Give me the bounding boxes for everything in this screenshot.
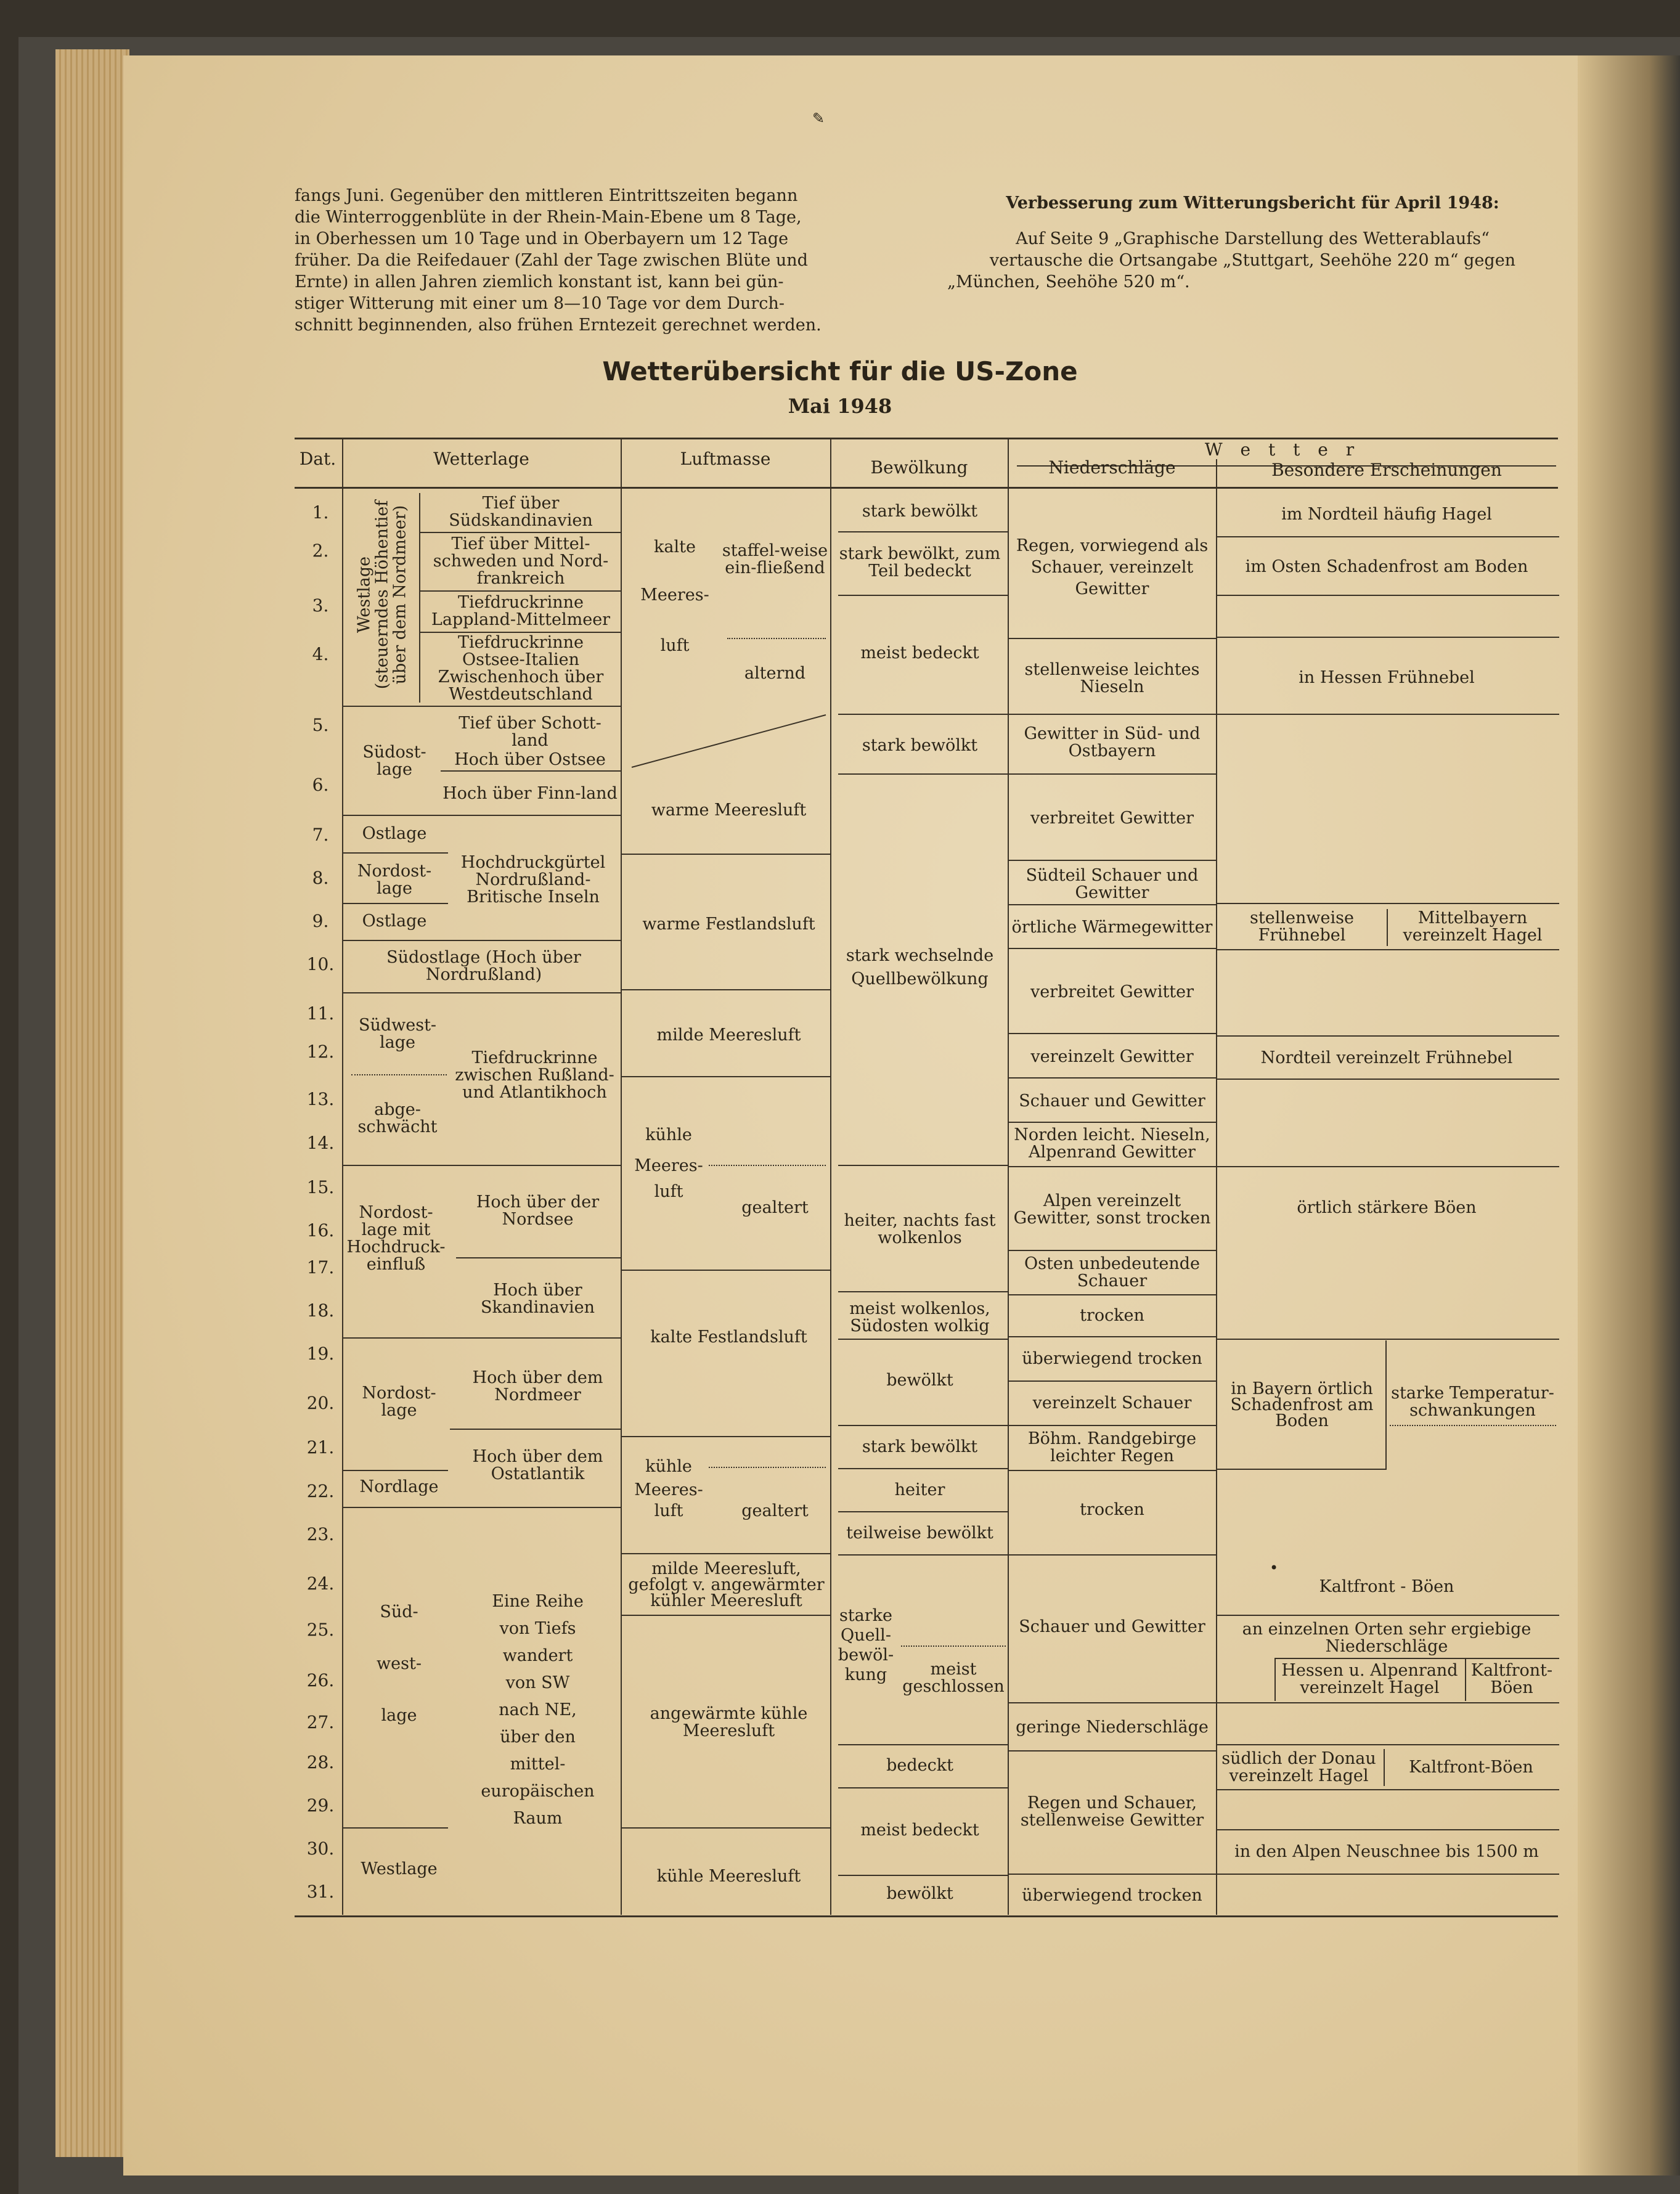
niederschlag-day20: vereinzelt Schauer	[1032, 1393, 1192, 1413]
correction-heading: Verbesserung zum Witterungsbericht für April 1948:	[1006, 194, 1499, 213]
row-rule	[1009, 1750, 1216, 1752]
header-wetter: W e t t e r	[1204, 439, 1361, 460]
wetterlage-nordostlage-hochdruck: Nordost-lage mit Hochdruck-einfluß	[346, 1203, 446, 1274]
row-rule	[1009, 904, 1216, 905]
dotted-rule	[901, 1646, 1006, 1647]
day-number: 4.	[312, 644, 329, 664]
luftmasse-milde-gefolgt: milde Meeresluft, gefolgt v. angewärmter kühler Meeresluft	[628, 1559, 825, 1610]
row-rule	[1009, 1077, 1216, 1079]
day-number: 8.	[312, 868, 329, 888]
row-rule	[343, 1827, 448, 1829]
row-rule	[838, 1875, 1008, 1876]
header-luftmasse: Luftmasse	[680, 449, 771, 469]
bewoelkung-day31: bewölkt	[886, 1883, 953, 1903]
row-rule	[838, 595, 1008, 596]
reihe-line: über den	[500, 1727, 576, 1747]
row-rule	[622, 854, 830, 855]
day-number: 5.	[312, 715, 329, 735]
bewoelkung-day4: meist bedeckt	[860, 643, 979, 663]
besondere-day26a: Hessen u. Alpenrand vereinzelt Hagel	[1281, 1661, 1458, 1697]
row-rule	[1217, 595, 1559, 596]
day-number: 6.	[312, 775, 329, 795]
reihe-line: von SW	[505, 1673, 570, 1692]
wetterlage-day20: Hoch über dem Nordmeer	[472, 1368, 603, 1405]
header-niederschlaege: Niederschläge	[1048, 457, 1176, 478]
wetterlage-day5: Tief über Schott-land	[459, 713, 601, 750]
row-rule	[1217, 949, 1559, 950]
day-number: 2.	[312, 540, 329, 561]
luftmasse-alternd: alternd	[744, 663, 806, 683]
niederschlag-day23: trocken	[1080, 1500, 1144, 1519]
dotted-rule	[351, 1074, 447, 1075]
reihe-line: Eine Reihe	[492, 1592, 584, 1611]
bewoelkung-day28: bedeckt	[886, 1756, 953, 1775]
intro-line: stiger Witterung mit einer um 8—10 Tage vor dem Durch-	[295, 294, 785, 313]
page-title: Wetterübersicht für die US-Zone	[602, 356, 1078, 386]
row-rule	[1009, 1425, 1216, 1426]
wetterlage-day2: Tief über Mittel-schweden und Nord-frankreich	[433, 534, 609, 588]
besondere-day2: im Osten Schadenfrost am Boden	[1245, 557, 1528, 576]
wetterlage-suedwestlage-lower	[348, 1602, 450, 1726]
luftmasse-meeres2: Meeres-	[634, 1156, 703, 1175]
day-number: 26.	[306, 1670, 335, 1690]
intro-line: in Oberhessen um 10 Tage und in Oberbayern um 12 Tage	[295, 229, 789, 248]
niederschlag-day8: Südteil Schauer und Gewitter	[1026, 866, 1199, 902]
bewoelkung-day29: meist bedeckt	[860, 1821, 979, 1840]
suedwest-line: west-	[377, 1654, 422, 1673]
day-number: 31.	[306, 1882, 335, 1902]
wetterlage-nordlage: Nordlage	[359, 1477, 439, 1496]
row-rule	[1009, 1294, 1216, 1295]
luftmasse-kuehle: kühle	[645, 1125, 692, 1144]
besondere-day30: in den Alpen Neuschnee bis 1500 m	[1234, 1842, 1539, 1861]
col-divider	[830, 439, 831, 1915]
row-rule	[1009, 1250, 1216, 1251]
wetterlage-suedostlage: Südost-lage	[362, 743, 426, 779]
row-rule	[1217, 1035, 1559, 1037]
row-rule	[441, 770, 621, 772]
day-number: 15.	[306, 1177, 335, 1197]
row-rule	[1009, 1033, 1216, 1034]
day-number: 21.	[306, 1437, 335, 1458]
row-rule	[1217, 1829, 1559, 1830]
besondere-day28b: Kaltfront-Böen	[1409, 1758, 1533, 1777]
row-rule	[622, 1076, 830, 1077]
day-number: 7.	[312, 825, 329, 845]
niederschlag-day11: verbreitet Gewitter	[1030, 982, 1194, 1001]
westlage-rotated-label	[345, 493, 419, 696]
luftmasse-luft2: luft	[654, 1182, 683, 1201]
westlage-line: Westlage	[354, 556, 374, 634]
row-rule	[1217, 1469, 1387, 1470]
bewoelkung-day22: heiter	[894, 1480, 945, 1499]
besondere-day16: örtlich stärkere Böen	[1297, 1198, 1477, 1217]
reihe-line: europäischen	[481, 1782, 595, 1801]
wetterlage-reihe-von-tiefs	[456, 1587, 619, 1833]
row-rule	[343, 1470, 448, 1471]
bewoelkung-starke-quell: starke Quell-bewöl-kung	[838, 1606, 894, 1684]
niederschlag-day17: Osten unbedeutende Schauer	[1024, 1254, 1200, 1291]
row-rule	[1217, 1874, 1559, 1875]
day-number: 28.	[306, 1752, 335, 1772]
row-rule	[838, 714, 1008, 715]
row-rule	[1009, 1470, 1216, 1471]
wetterlage-day12: Tiefdruckrinne zwischen Rußland- und Atlantikhoch	[455, 1048, 614, 1102]
besondere-day1: im Nordteil häufig Hagel	[1281, 505, 1492, 524]
wetterlage-day17: Hoch über Skandinavien	[480, 1280, 595, 1317]
day-number: 19.	[306, 1344, 335, 1364]
niederschlag-day31: überwiegend trocken	[1022, 1886, 1202, 1905]
luftmasse-warme-meeresluft: warme Meeresluft	[651, 801, 807, 820]
luftmasse-meeres: Meeres-	[640, 585, 709, 605]
niederschlag-day7: verbreitet Gewitter	[1030, 809, 1194, 828]
sub-divider	[1385, 1340, 1387, 1470]
luftmasse-kuehle3: kühle	[645, 1457, 692, 1476]
row-rule	[343, 992, 621, 993]
row-rule	[343, 903, 448, 904]
dotted-rule	[709, 1165, 826, 1166]
dotted-rule	[727, 638, 826, 639]
row-rule	[838, 1425, 1008, 1426]
day-number: 11.	[306, 1003, 335, 1024]
row-rule	[1217, 903, 1559, 904]
row-rule	[622, 989, 830, 990]
header-wetterlage: Wetterlage	[433, 449, 529, 469]
luftmasse-kalte-festlandsluft: kalte Festlandsluft	[650, 1327, 807, 1347]
row-rule	[1217, 536, 1559, 537]
wetterlage-day21: Hoch über dem Ostatlantik	[472, 1446, 603, 1483]
table-header-rule	[295, 487, 1558, 489]
bewoelkung-day21: stark bewölkt	[862, 1437, 978, 1456]
day-number: 22.	[306, 1481, 335, 1501]
row-rule	[343, 1507, 621, 1508]
reihe-line: Raum	[513, 1809, 563, 1828]
day-number: 10.	[306, 954, 335, 974]
row-rule	[838, 531, 1008, 532]
bewoelkung-meist-geschlossen: meist geschlossen	[902, 1659, 1005, 1696]
day-number: 23.	[306, 1524, 335, 1544]
row-rule	[838, 1511, 1008, 1512]
header-dat: Dat.	[299, 449, 336, 469]
luftmasse-meeres3: Meeres-	[634, 1480, 703, 1499]
row-rule	[343, 1337, 621, 1339]
bewoelkung-day2: stark bewölkt, zum Teil bedeckt	[839, 544, 1001, 581]
intro-line: fangs Juni. Gegenüber den mittleren Eintrittszeiten begann	[295, 186, 798, 205]
day-number: 12.	[306, 1042, 335, 1062]
besondere-day4: in Hessen Frühnebel	[1299, 668, 1475, 687]
intro-line: die Winterroggenblüte in der Rhein-Main-Ebene um 8 Tage,	[295, 208, 802, 227]
bewoelkung-day20: bewölkt	[886, 1371, 953, 1390]
row-rule	[622, 1615, 830, 1616]
wetterlage-day1: Tief über Südskandinavien	[449, 494, 593, 530]
header-besondere: Besondere Erscheinungen	[1271, 460, 1502, 480]
dotted-rule	[709, 1467, 826, 1468]
row-rule	[1217, 1166, 1559, 1167]
row-rule	[622, 1270, 830, 1271]
row-rule	[838, 1744, 1008, 1745]
page-subtitle: Mai 1948	[788, 394, 892, 418]
row-rule	[1217, 1789, 1559, 1790]
wetterlage-day5b: Hoch über Ostsee	[454, 750, 606, 769]
row-rule	[1009, 1380, 1216, 1382]
row-rule	[343, 852, 448, 854]
row-rule	[838, 1468, 1008, 1469]
row-rule	[1217, 1339, 1559, 1340]
bewoelkung-day1: stark bewölkt	[862, 502, 978, 521]
niederschlag-day12: vereinzelt Gewitter	[1030, 1047, 1194, 1066]
row-rule	[456, 1257, 621, 1258]
correction-line: vertausche die Ortsangabe „Stuttgart, Seehöhe 220 m“ gegen	[989, 251, 1516, 270]
row-rule	[838, 773, 1008, 775]
row-rule	[1009, 860, 1216, 861]
row-rule	[838, 1339, 1008, 1340]
day-number: 3.	[312, 595, 329, 616]
correction-line: Auf Seite 9 „Graphische Darstellung des Wetterablaufs“	[1016, 229, 1490, 248]
niederschlag-day1: Regen, vorwiegend als Schauer, vereinzelt Gewitter	[1016, 536, 1209, 598]
row-rule	[1009, 1874, 1216, 1875]
reihe-line: mittel-	[510, 1755, 566, 1774]
row-rule	[343, 1165, 621, 1166]
row-rule	[1009, 1702, 1216, 1703]
row-rule	[420, 590, 621, 592]
besondere-day9b: Mittelbayern vereinzelt Hagel	[1403, 908, 1543, 945]
luftmasse-luft: luft	[660, 635, 690, 655]
niederschlag-day19: überwiegend trocken	[1022, 1348, 1202, 1368]
niederschlag-day13: Schauer und Gewitter	[1019, 1091, 1205, 1111]
sub-divider	[419, 493, 420, 703]
besondere-day25: an einzelnen Orten sehr ergiebige Niederschläge	[1242, 1620, 1531, 1656]
row-rule	[1009, 773, 1216, 775]
dotted-rule	[1390, 1425, 1556, 1426]
row-rule	[1009, 714, 1216, 715]
row-rule	[1217, 1079, 1559, 1080]
westlage-line: (steuerndes Höhentief	[372, 500, 392, 690]
luftmasse-staffelweise: staffel-weise ein-fließend	[722, 540, 828, 577]
bewoelkung-day23: teilweise bewölkt	[846, 1523, 993, 1543]
luftmasse-milde-meeresluft: milde Meeresluft	[656, 1026, 801, 1045]
correction-body	[946, 228, 1559, 293]
besondere-day28a: südlich der Donau vereinzelt Hagel	[1221, 1749, 1376, 1785]
reihe-line: wandert	[502, 1646, 573, 1665]
bewoelkung-wechselnde: stark wechselnde Quellbewölkung	[846, 946, 994, 989]
row-rule	[622, 1436, 830, 1437]
intro-paragraph	[295, 185, 908, 336]
row-rule	[1217, 1615, 1559, 1616]
row-rule	[343, 815, 621, 816]
row-rule	[343, 940, 621, 941]
niederschlag-day21: Böhm. Randgebirge leichter Regen	[1027, 1429, 1197, 1466]
day-number: 29.	[306, 1795, 335, 1816]
day-number: 27.	[306, 1712, 335, 1732]
day-number: 30.	[306, 1838, 335, 1859]
bewoelkung-day5: stark bewölkt	[862, 736, 978, 755]
bewoelkung-day18: meist wolkenlos, Südosten wolkig	[849, 1299, 990, 1336]
row-rule	[1217, 714, 1559, 715]
niederschlag-day16: Alpen vereinzelt Gewitter, sonst trocken	[1013, 1191, 1211, 1228]
wetterlage-day10: Südostlage (Hoch über Nordrußland)	[386, 947, 581, 984]
wetterlage-abgeschwaecht: abge-schwächt	[357, 1100, 438, 1136]
besondere-day26b: Kaltfront-Böen	[1470, 1661, 1553, 1697]
niederschlag-day9: örtliche Wärmegewitter	[1011, 918, 1213, 937]
reihe-line: nach NE,	[499, 1700, 577, 1719]
luftmasse-kuehle-meeresluft: kühle Meeresluft	[656, 1867, 801, 1886]
wetterlage-day3: Tiefdruckrinne Lappland-Mittelmeer	[431, 593, 611, 629]
row-rule	[343, 706, 621, 707]
luftmasse-gealtert3: gealtert	[741, 1501, 809, 1520]
row-rule	[838, 1165, 1008, 1166]
luftmasse-kalte: kalte	[654, 537, 696, 557]
niederschlag-day29: Regen und Schauer, stellenweise Gewitter	[1020, 1793, 1204, 1830]
niederschlag-day4: stellenweise leichtes Nieseln	[1024, 659, 1200, 696]
day-number: 17.	[306, 1257, 335, 1278]
row-rule	[450, 1429, 621, 1430]
row-rule	[1009, 1336, 1216, 1337]
row-rule	[1009, 1166, 1216, 1167]
niederschlag-day27: geringe Niederschläge	[1016, 1718, 1209, 1737]
suedwest-line: Süd-	[380, 1602, 418, 1621]
wetterlage-westlage31: Westlage	[361, 1859, 438, 1878]
bewoelkung-heiter: heiter, nachts fast wolkenlos	[844, 1211, 996, 1247]
besondere-day20b: starke Temperatur-schwankungen	[1391, 1384, 1554, 1420]
niederschlag-day18: trocken	[1080, 1306, 1144, 1325]
row-rule	[1217, 1702, 1559, 1703]
header-bewoelkung: Bewölkung	[870, 457, 968, 478]
besondere-day12: Nordteil vereinzelt Frühnebel	[1260, 1048, 1513, 1067]
day-number: 13.	[306, 1089, 335, 1109]
luftmasse-luft3: luft	[654, 1501, 683, 1520]
wetterlage-day16: Hoch über der Nordsee	[476, 1193, 600, 1229]
diagonal-divider	[629, 712, 829, 770]
suedwest-line: lage	[381, 1706, 417, 1725]
wetterlage-day8: Hochdruckgürtel Nordrußland-Britische Inseln	[460, 852, 606, 907]
row-rule	[1009, 1122, 1216, 1123]
wetterlage-suedwestlage: Südwest-lage	[358, 1015, 437, 1052]
day-number: 16.	[306, 1220, 335, 1241]
row-rule	[1009, 638, 1216, 639]
intro-line: schnitt beginnenden, also frühen Erntezeit gerechnet werden.	[295, 316, 822, 335]
row-rule	[1009, 948, 1216, 949]
day-number: 25.	[306, 1620, 335, 1640]
wetterlage-day6: Hoch über Finn-land	[442, 783, 618, 803]
intro-line: früher. Da die Reifedauer (Zahl der Tage zwischen Blüte und	[295, 251, 808, 270]
row-rule	[838, 1554, 1008, 1556]
niederschlag-day5: Gewitter in Süd- und Ostbayern	[1024, 724, 1201, 761]
col-divider	[342, 439, 343, 1915]
row-rule	[622, 1827, 830, 1829]
col-divider	[621, 439, 622, 1915]
day-number: 1.	[312, 502, 329, 523]
niederschlag-day14: Norden leicht. Nieseln, Alpenrand Gewitter	[1014, 1125, 1210, 1162]
besondere-day24: Kaltfront - Böen	[1319, 1577, 1454, 1596]
correction-line: „München, Seehöhe 520 m“.	[947, 272, 1190, 292]
luftmasse-gealtert: gealtert	[741, 1198, 809, 1217]
wetterlage-nordostlage20: Nordost-lage	[362, 1384, 436, 1420]
day-number: 24.	[306, 1573, 335, 1594]
besondere-day20a: in Bayern örtlich Schadenfrost am Boden	[1230, 1379, 1374, 1430]
small-mark: •	[1270, 1559, 1279, 1576]
niederschlag-day25: Schauer und Gewitter	[1019, 1617, 1205, 1636]
intro-line: Ernte) in allen Jahren ziemlich konstant ist, kann bei gün-	[295, 272, 784, 292]
row-rule	[838, 1291, 1008, 1292]
day-number: 9.	[312, 911, 329, 931]
day-number: 18.	[306, 1300, 335, 1321]
day-number: 20.	[306, 1393, 335, 1413]
page-mark: ✎	[812, 110, 825, 127]
luftmasse-angewaermte: angewärmte kühle Meeresluft	[650, 1704, 808, 1740]
wetterlage-day4: Tiefdruckrinne Ostsee-Italien Zwischenhoch über Westdeutschland	[438, 633, 604, 704]
row-rule	[1009, 1554, 1216, 1556]
wetterlage-nordostlage8: Nordost-lage	[357, 861, 432, 898]
luftmasse-warme-festlandsluft: warme Festlandsluft	[642, 915, 815, 934]
row-rule	[1217, 637, 1559, 638]
day-number: 14.	[306, 1133, 335, 1153]
reihe-line: von Tiefs	[499, 1619, 576, 1638]
table-bottom-rule	[295, 1915, 1558, 1917]
row-rule	[838, 1787, 1008, 1788]
wetterlage-ostlage9: Ostlage	[362, 911, 427, 931]
row-rule	[420, 532, 621, 533]
besondere-day9a: stellenweise Frühnebel	[1250, 908, 1354, 945]
row-rule	[1217, 1744, 1559, 1745]
wetterlage-ostlage7: Ostlage	[362, 823, 427, 843]
westlage-line: über dem Nordmeer)	[390, 505, 410, 685]
row-rule	[622, 1553, 830, 1554]
